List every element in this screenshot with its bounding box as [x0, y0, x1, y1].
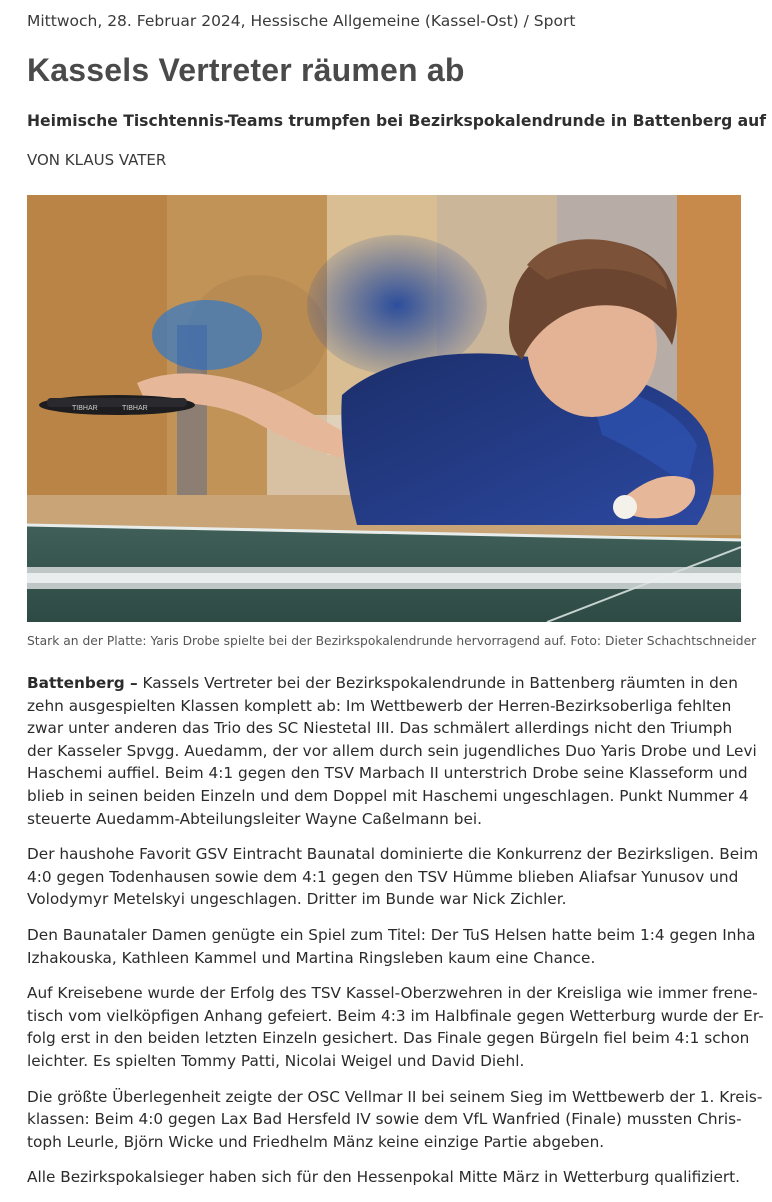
lead-place: Battenberg – — [27, 674, 138, 692]
article-photo — [27, 195, 741, 622]
photo-caption: Stark an der Platte: Yaris Drobe spielte bei der Bezirkspokalendrunde hervorragend auf. Foto: Dieter Schachtschneider — [27, 634, 757, 648]
dateline: Mittwoch, 28. Februar 2024, Hessische Allgemeine (Kassel-Ost) / Sport — [27, 12, 576, 30]
table-tennis-player-photo — [27, 195, 741, 622]
paragraph-line: zwar unter anderen das Trio des SC Niestetal III. Das schmälert allerdings nicht den Triumph — [27, 719, 733, 738]
paragraph-line: zehn ausgespielten Klassen komplett ab: Im Wettbewerb der Herren-Bezirksoberliga fehlten — [27, 696, 732, 715]
paragraph-line: Izhakouska, Kathleen Kammel und Martina Ringsleben kaum eine Chance. — [27, 948, 596, 967]
paragraph-line: toph Leurle, Björn Wicke und Friedhelm Mänz keine einzige Partie abgeben. — [27, 1132, 605, 1151]
paragraph-line: Battenberg – Kassels Vertreter bei der Bezirkspokalendrunde in Battenberg räumten in den — [27, 674, 738, 692]
paragraph-line: leichter. Es spielten Tommy Patti, Nicolai Weigel und David Diehl. — [27, 1051, 525, 1070]
paragraph-line: blieb in seinen beiden Einzeln und dem Doppel mit Haschemi ungeschlagen. Punkt Nummer 4 — [27, 786, 749, 805]
paragraph-line: 4:0 gegen Todenhausen sowie dem 4:1 gegen den TSV Hümme blieben Aliafsar Yunusov und — [27, 867, 739, 886]
paragraph-line: folg erst in den beiden letzten Einzeln gesichert. Das Finale gegen Bürgeln fiel beim 4:1 schon — [27, 1029, 750, 1048]
paragraph-line: klassen: Beim 4:0 gegen Lax Bad Hersfeld IV sowie dem VfL Wanfried (Finale) mussten Chris- — [27, 1110, 742, 1129]
paragraph-line: Der haushohe Favorit GSV Eintracht Baunatal dominierte die Konkurrenz der Bezirksligen. Beim — [27, 845, 759, 864]
paddle-brand-label: TIBHAR — [122, 405, 148, 412]
paragraph — [27, 672, 757, 830]
paragraph-line: der Kasseler Spvgg. Auedamm, der vor allem durch sein jugendliches Duo Yaris Drobe und Levi — [27, 741, 757, 760]
subheadline: Heimische Tischtennis-Teams trumpfen bei Bezirkspokalendrunde in Battenberg auf — [27, 112, 767, 130]
paragraph-line: Die größte Überlegenheit zeigte der OSC Vellmar II bei seinem Sieg im Wettbewerb der 1. Kreis- — [27, 1087, 763, 1106]
paragraph-line: steuerte Auedamm-Abteilungsleiter Wayne Caßelmann bei. — [27, 809, 482, 828]
paragraph — [27, 924, 756, 969]
paddle-brand-label: TIBHAR — [72, 405, 98, 412]
paragraph — [27, 1166, 742, 1189]
paragraph — [27, 982, 764, 1072]
byline: VON KLAUS VATER — [27, 151, 167, 169]
paragraph-line: Den Baunataler Damen genügte ein Spiel zum Titel: Der TuS Helsen hatte beim 1:4 gegen Inha — [27, 925, 756, 944]
paragraph — [27, 843, 759, 911]
paragraph — [27, 1086, 763, 1154]
paragraph-line: Haschemi auffiel. Beim 4:1 gegen den TSV Marbach II unterstrich Drobe seine Klasseform und — [27, 764, 748, 783]
paragraph-line: Volodymyr Metelskyi ungeschlagen. Dritter im Bunde war Nick Zichler. — [27, 890, 567, 909]
article-body — [27, 672, 764, 1202]
paragraph-line: Alle Bezirkspokalsieger haben sich für den Hessenpokal Mitte März in Wetterburg qualifiziert. — [27, 1168, 741, 1187]
paragraph-line: Auf Kreisebene wurde der Erfolg des TSV Kassel-Oberzwehren in der Kreisliga wie immer frene- — [27, 984, 758, 1003]
paragraph-line: tisch vom vielköpfigen Anhang gefeiert. Beim 4:3 im Halbfinale gegen Wetterburg wurde der Er- — [27, 1006, 764, 1025]
headline: Kassels Vertreter räumen ab — [27, 52, 465, 88]
